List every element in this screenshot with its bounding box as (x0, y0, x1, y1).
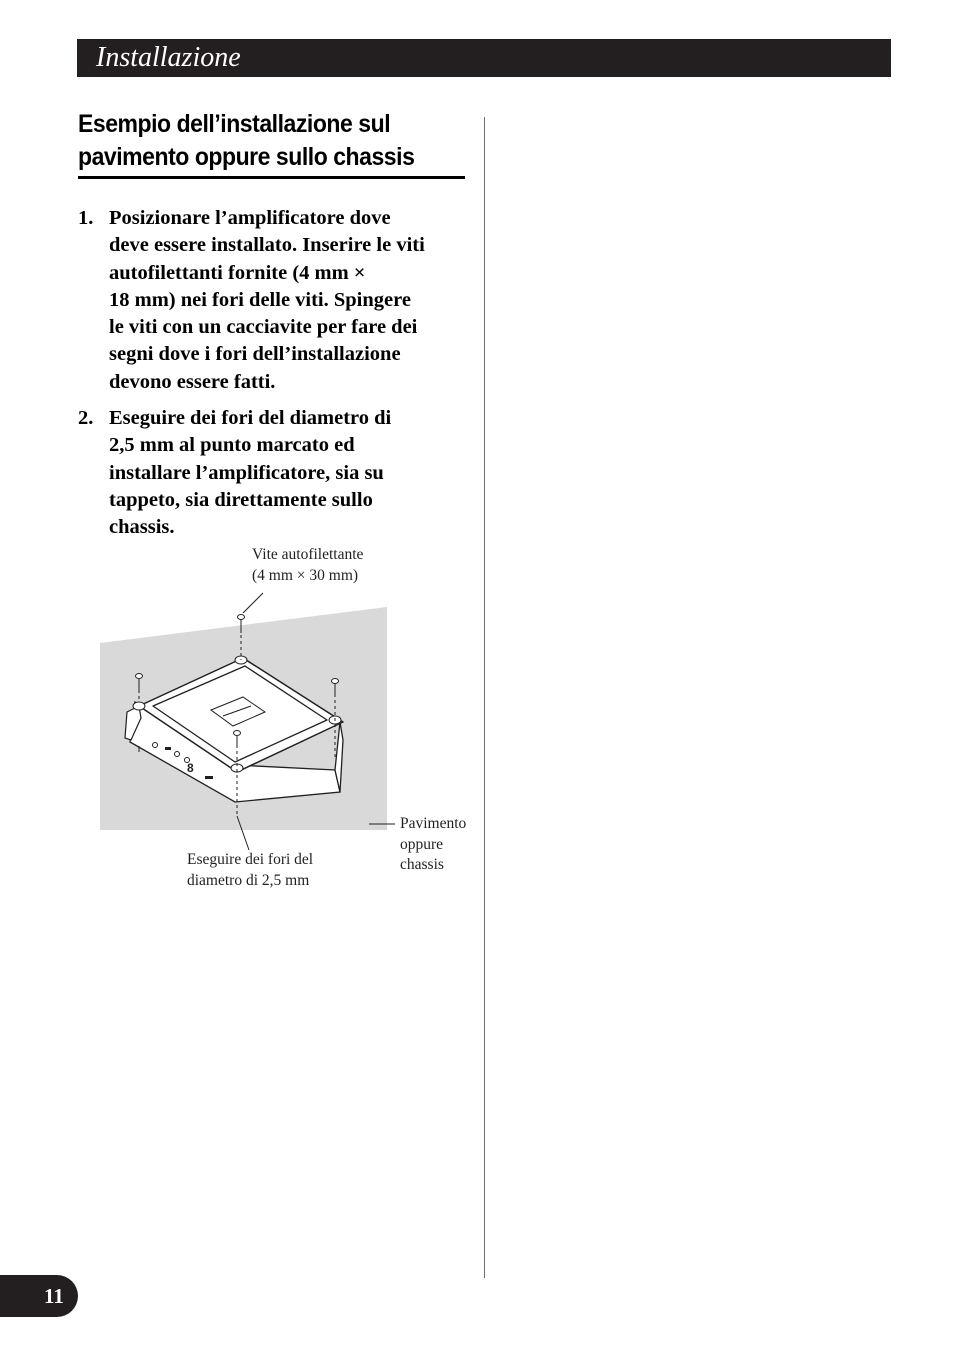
svg-text:8: 8 (187, 761, 194, 775)
step-number: 1. (78, 207, 94, 229)
drill-label-line-1: Eseguire dei fori del (187, 851, 314, 868)
step-line: segni dove i fori dell’installazione (109, 343, 401, 366)
step-line: Posizionare l’amplificatore dove (109, 207, 391, 229)
floor-label-line-3: chassis (400, 856, 444, 873)
step-text (109, 405, 470, 541)
control-switch (205, 776, 213, 779)
installation-illustration (95, 540, 495, 890)
step-line: autofilettanti fornite (4 mm × (109, 261, 366, 284)
step-line: tappeto, sia direttamente sullo (109, 488, 373, 511)
step-line: 2,5 mm al punto marcato ed (109, 434, 355, 457)
screw-leader-line (243, 593, 263, 613)
step-line: Eseguire dei fori del diametro di (109, 407, 392, 430)
screw-label-line-1: Vite autofilettante (252, 546, 364, 563)
floor-label-line-2: oppure (400, 835, 444, 853)
page-number: 11 (44, 1284, 64, 1308)
drill-label-line-2: diametro di 2,5 mm (187, 871, 310, 889)
section-heading-line-2: pavimento oppure sullo chassis (78, 143, 415, 171)
floor-callout (400, 814, 466, 876)
section-heading-line-1: Esempio dell’installazione sul (78, 110, 391, 138)
heading-underline (78, 176, 465, 179)
step-line: devono essere fatti. (109, 370, 276, 393)
step-item-2 (78, 405, 470, 541)
step-line: installare l’amplificatore, sia su (109, 461, 384, 484)
screw-callout (252, 545, 363, 586)
screw-hole (133, 702, 145, 710)
screw-label-line-2: (4 mm × 30 mm) (252, 566, 359, 584)
page-header-bar (77, 39, 891, 77)
step-text (109, 205, 470, 396)
instruction-steps (78, 205, 470, 551)
step-line: le viti con un cacciavite per fare dei (109, 316, 418, 339)
step-line: chassis. (109, 516, 175, 539)
step-number: 2. (78, 407, 94, 430)
drill-callout (187, 850, 313, 891)
page-number-tab (0, 1275, 78, 1317)
floor-label-line-1: Pavimento (400, 815, 467, 832)
control-switch (165, 747, 171, 750)
page-header-title: Installazione (96, 42, 241, 73)
step-line: deve essere installato. Inserire le viti (109, 234, 425, 257)
step-line: 18 mm) nei fori delle viti. Spingere (109, 288, 411, 311)
section-heading (78, 108, 434, 174)
step-item-1 (78, 205, 470, 396)
